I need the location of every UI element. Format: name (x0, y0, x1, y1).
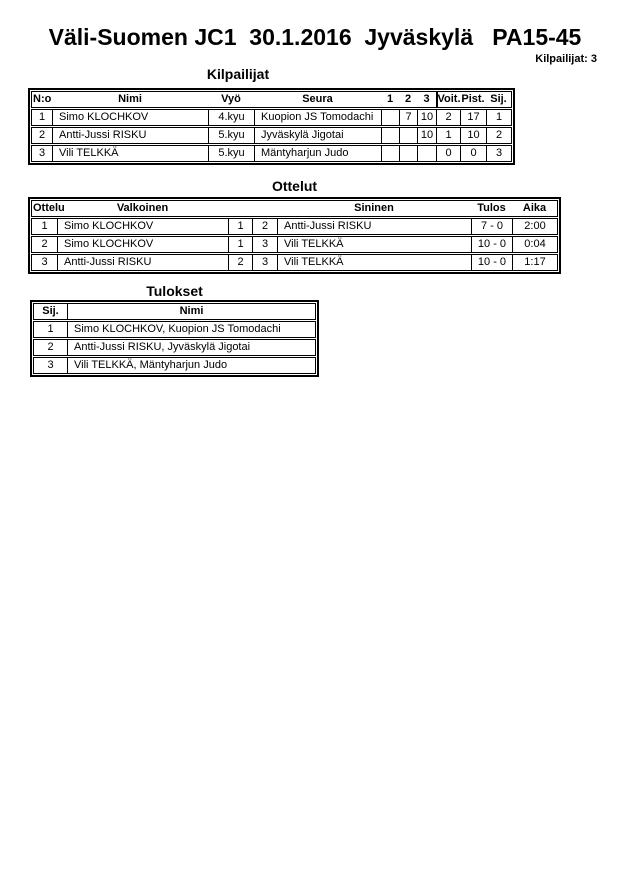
cell-vyo: 5.kyu (208, 146, 254, 161)
cell-round2 (399, 146, 417, 161)
cell-seura: Mäntyharjun Judo (254, 146, 381, 161)
cell-tulos: 10 - 0 (471, 237, 512, 252)
ottelut-heading: Ottelut (271, 178, 318, 194)
cell-valkoinen: Antti-Jussi RISKU (57, 255, 228, 270)
cell-match-no: 3 (41, 256, 48, 268)
cell-valkoinen: Simo KLOCHKOV (57, 219, 228, 234)
cell-pist: 10 (460, 128, 486, 143)
cell-seura: Kuopion JS Tomodachi (254, 110, 381, 125)
col-header-white-no (228, 201, 252, 216)
kilpailijat-header-row (31, 91, 512, 108)
cell-sij: 1 (47, 323, 54, 335)
col-header-aika: Aika (522, 202, 547, 214)
col-header-voit: Voit. (437, 93, 461, 105)
cell-nimi: Vili TELKKÄ, Mäntyharjun Judo (67, 358, 315, 373)
kilpailijat-heading: Kilpailijat (206, 66, 270, 82)
cell-round3: 10 (417, 128, 436, 143)
col-header-round1: 1 (386, 93, 394, 105)
cell-sininen: Antti-Jussi RISKU (277, 219, 471, 234)
cell-aika: 1:17 (512, 255, 557, 270)
cell-tulos: 10 - 0 (471, 255, 512, 270)
col-header-pist: Pist. (461, 93, 485, 105)
cell-round1 (381, 146, 399, 161)
cell-tulos: 7 - 0 (471, 219, 512, 234)
cell-no: 3 (38, 147, 46, 159)
cell-vyo: 4.kyu (208, 110, 254, 125)
tulokset-table (30, 300, 319, 377)
ottelut-table (28, 197, 561, 274)
cell-voit: 0 (436, 146, 460, 161)
col-header-sij: Sij. (42, 305, 59, 317)
col-header-sininen: Sininen (354, 202, 394, 214)
tulokset-heading: Tulokset (146, 283, 203, 299)
cell-no: 2 (38, 129, 46, 141)
cell-nimi: Antti-Jussi RISKU (52, 128, 208, 143)
cell-match-no: 1 (41, 220, 48, 232)
col-header-round2: 2 (404, 93, 412, 105)
cell-voit: 2 (436, 110, 460, 125)
cell-sininen: Vili TELKKÄ (277, 237, 471, 252)
kilpailijat-table (28, 88, 515, 165)
cell-sininen: Vili TELKKÄ (277, 255, 471, 270)
competitors-count-label: Kilpailijat: 3 (535, 53, 597, 65)
tulokset-header-row (33, 303, 316, 320)
col-header-ottelu: Ottelu (33, 202, 65, 214)
cell-nimi: Vili TELKKÄ (52, 146, 208, 161)
cell-white-no: 1 (228, 237, 252, 252)
col-header-blue-no (252, 201, 277, 216)
table-row (33, 339, 316, 356)
table-row (33, 357, 316, 374)
cell-voit: 1 (436, 128, 460, 143)
cell-round3 (417, 146, 436, 161)
cell-sij: 2 (486, 128, 511, 143)
col-header-vyo: Vyö (221, 93, 241, 105)
cell-aika: 0:04 (512, 237, 557, 252)
cell-white-no: 2 (228, 255, 252, 270)
col-header-tulos: Tulos (477, 202, 506, 214)
cell-round2 (399, 128, 417, 143)
cell-blue-no: 3 (252, 237, 277, 252)
cell-pist: 17 (460, 110, 486, 125)
cell-sij: 3 (47, 359, 54, 371)
cell-sij: 1 (486, 110, 511, 125)
col-header-seura: Seura (302, 93, 333, 105)
table-row (31, 218, 558, 235)
ottelut-header-row (31, 200, 558, 217)
col-header-round3: 3 (423, 93, 430, 105)
cell-sij: 3 (486, 146, 511, 161)
cell-vyo: 5.kyu (208, 128, 254, 143)
table-row (31, 109, 512, 126)
col-header-sij: Sij. (490, 93, 507, 105)
cell-round1 (381, 128, 399, 143)
table-row (31, 127, 512, 144)
cell-round3: 10 (417, 110, 436, 125)
cell-valkoinen: Simo KLOCHKOV (57, 237, 228, 252)
col-header-nimi: Nimi (118, 93, 142, 105)
cell-round2: 7 (399, 110, 417, 125)
cell-aika: 2:00 (512, 219, 557, 234)
cell-match-no: 2 (41, 238, 48, 250)
cell-no: 1 (38, 111, 46, 123)
cell-round1 (381, 110, 399, 125)
col-header-nimi: Nimi (67, 304, 315, 319)
cell-white-no: 1 (228, 219, 252, 234)
table-row (31, 236, 558, 253)
col-header-valkoinen: Valkoinen (116, 202, 169, 214)
table-row (31, 254, 558, 271)
cell-sij: 2 (47, 341, 54, 353)
cell-seura: Jyväskylä Jigotai (254, 128, 381, 143)
cell-blue-no: 3 (252, 255, 277, 270)
cell-pist: 0 (460, 146, 486, 161)
cell-blue-no: 2 (252, 219, 277, 234)
cell-nimi: Antti-Jussi RISKU, Jyväskylä Jigotai (67, 340, 315, 355)
col-header-no: N:o (33, 93, 52, 105)
page-title: Väli-Suomen JC1 30.1.2016 Jyväskylä PA15-45 (48, 24, 582, 50)
table-row (33, 321, 316, 338)
table-row (31, 145, 512, 162)
cell-nimi: Simo KLOCHKOV (52, 110, 208, 125)
cell-nimi: Simo KLOCHKOV, Kuopion JS Tomodachi (67, 322, 315, 337)
